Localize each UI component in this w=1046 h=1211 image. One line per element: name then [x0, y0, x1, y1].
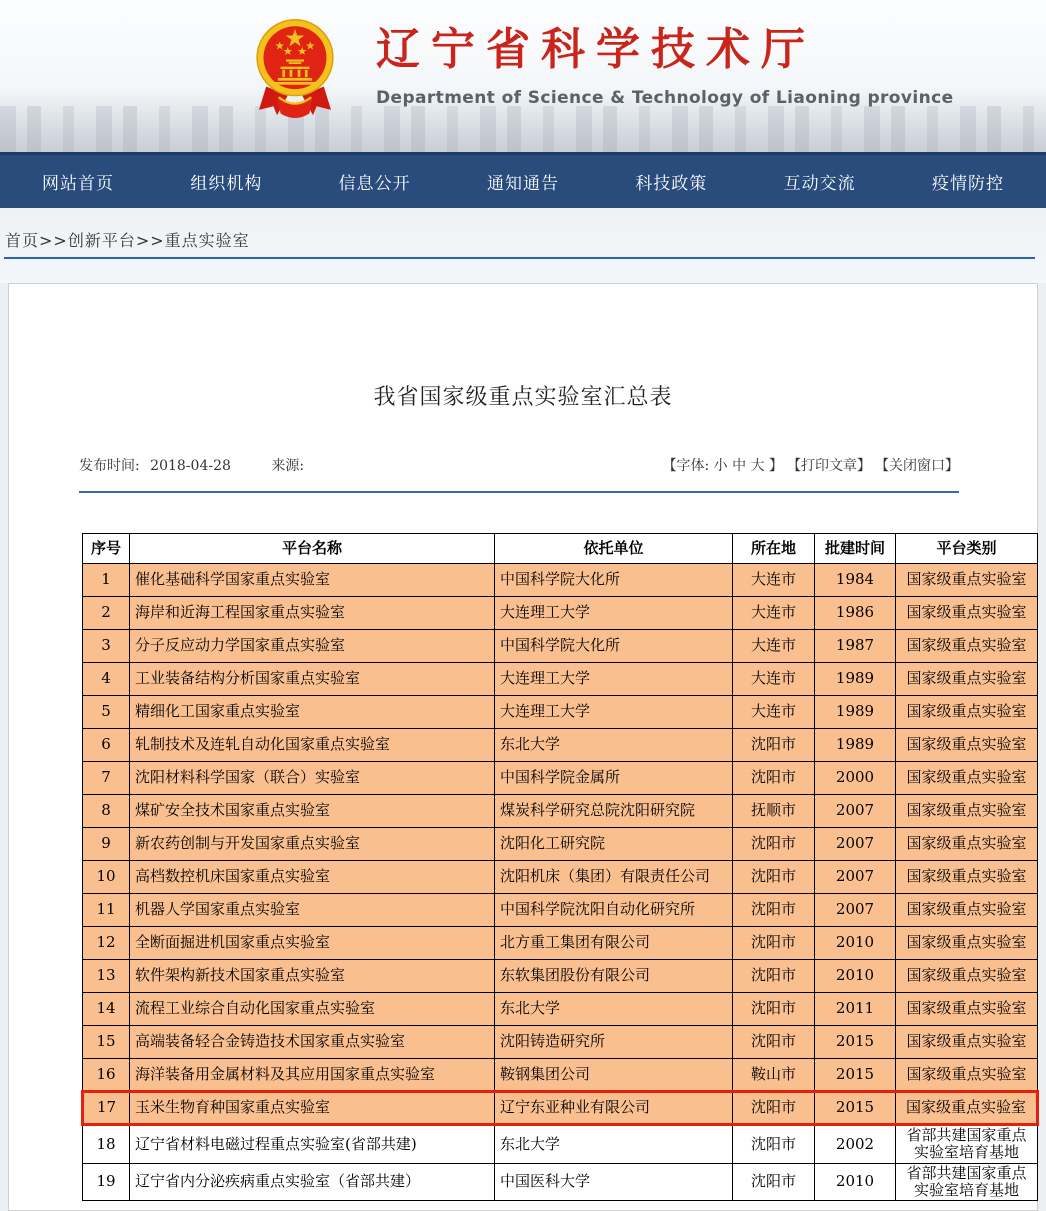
cell-year: 2010 [815, 960, 896, 993]
cell-no: 11 [83, 894, 130, 927]
cell-name: 精细化工国家重点实验室 [130, 696, 495, 729]
nav-item-6[interactable]: 互动交流 [783, 174, 856, 194]
site-subtitle: Department of Science & Technology of Liaoning province [376, 88, 954, 109]
main-nav [0, 152, 1046, 208]
cell-no: 7 [83, 762, 130, 795]
cell-no: 6 [83, 729, 130, 762]
cell-org: 东北大学 [495, 1125, 733, 1164]
cell-no: 18 [83, 1125, 130, 1164]
cell-year: 2007 [815, 828, 896, 861]
table-row [83, 597, 1038, 630]
table-row [83, 630, 1038, 663]
cell-org: 东北大学 [495, 729, 733, 762]
article-tools [662, 455, 959, 475]
cell-org: 中国科学院沈阳自动化研究所 [495, 894, 733, 927]
cell-city: 沈阳市 [733, 861, 815, 894]
nav-item-3[interactable]: 信息公开 [338, 174, 411, 194]
cell-name: 机器人学国家重点实验室 [130, 894, 495, 927]
cell-name: 海岸和近海工程国家重点实验室 [130, 597, 495, 630]
table-row [83, 1092, 1038, 1125]
meta-divider [79, 491, 959, 493]
site-banner [0, 0, 1046, 152]
cell-no: 10 [83, 861, 130, 894]
page-title: 我省国家级重点实验室汇总表 [373, 385, 673, 410]
cell-city: 沈阳市 [733, 1092, 815, 1125]
national-emblem-logo [250, 16, 340, 130]
cell-name: 新农药创制与开发国家重点实验室 [130, 828, 495, 861]
cell-type: 国家级重点实验室 [896, 729, 1038, 762]
cell-org: 北方重工集团有限公司 [495, 927, 733, 960]
cell-city: 沈阳市 [733, 894, 815, 927]
cell-year: 1989 [815, 729, 896, 762]
table-row [83, 762, 1038, 795]
cell-year: 2015 [815, 1092, 896, 1125]
cell-name: 煤矿安全技术国家重点实验室 [130, 795, 495, 828]
cell-org: 鞍钢集团公司 [495, 1059, 733, 1092]
nav-item-5[interactable]: 科技政策 [635, 174, 708, 194]
cell-name: 沈阳材料科学国家（联合）实验室 [130, 762, 495, 795]
cell-name: 流程工业综合自动化国家重点实验室 [130, 993, 495, 1026]
table-row [83, 927, 1038, 960]
cell-type: 国家级重点实验室 [896, 1059, 1038, 1092]
cell-no: 13 [83, 960, 130, 993]
cell-city: 沈阳市 [733, 729, 815, 762]
cell-name: 辽宁省材料电磁过程重点实验室(省部共建) [130, 1125, 495, 1164]
column-header: 平台名称 [130, 534, 495, 564]
cell-city: 沈阳市 [733, 828, 815, 861]
cell-no: 19 [83, 1163, 130, 1201]
cell-org: 东北大学 [495, 993, 733, 1026]
publish-info [79, 455, 310, 475]
cell-no: 4 [83, 663, 130, 696]
table-row [83, 663, 1038, 696]
table-row [83, 729, 1038, 762]
table-row [83, 993, 1038, 1026]
table-row [83, 960, 1038, 993]
cell-city: 大连市 [733, 597, 815, 630]
labs-table [81, 533, 1039, 1201]
cell-type: 国家级重点实验室 [896, 861, 1038, 894]
nav-item-1[interactable]: 网站首页 [42, 174, 114, 194]
breadcrumb-band [0, 208, 1046, 283]
cell-no: 14 [83, 993, 130, 1026]
cell-name: 轧制技术及连轧自动化国家重点实验室 [130, 729, 495, 762]
table-row [83, 795, 1038, 828]
cell-org: 大连理工大学 [495, 663, 733, 696]
cell-type: 国家级重点实验室 [896, 894, 1038, 927]
cell-year: 2007 [815, 894, 896, 927]
cell-city: 沈阳市 [733, 1125, 815, 1164]
cell-year: 1987 [815, 630, 896, 663]
cell-city: 沈阳市 [733, 1026, 815, 1059]
cell-city: 沈阳市 [733, 927, 815, 960]
cell-org: 东软集团股份有限公司 [495, 960, 733, 993]
cell-name: 高端装备轻合金铸造技术国家重点实验室 [130, 1026, 495, 1059]
column-header: 所在地 [733, 534, 815, 564]
cell-city: 沈阳市 [733, 960, 815, 993]
table-row [83, 696, 1038, 729]
cell-org: 沈阳铸造研究所 [495, 1026, 733, 1059]
cell-year: 2002 [815, 1125, 896, 1164]
cell-no: 9 [83, 828, 130, 861]
nav-item-2[interactable]: 组织机构 [190, 174, 263, 194]
cell-org: 大连理工大学 [495, 597, 733, 630]
cell-type: 国家级重点实验室 [896, 597, 1038, 630]
cell-city: 抚顺市 [733, 795, 815, 828]
publish-date: 2018-04-28 [150, 458, 231, 474]
column-header: 平台类别 [896, 534, 1038, 564]
article-meta [79, 455, 959, 475]
cell-city: 大连市 [733, 564, 815, 597]
print-article-button[interactable]: 【打印文章】 [787, 458, 871, 474]
cell-type: 国家级重点实验室 [896, 828, 1038, 861]
cell-type: 国家级重点实验室 [896, 564, 1038, 597]
cell-no: 15 [83, 1026, 130, 1059]
cell-name: 分子反应动力学国家重点实验室 [130, 630, 495, 663]
table-row [83, 861, 1038, 894]
table-row [83, 564, 1038, 597]
nav-item-4[interactable]: 通知通告 [486, 174, 559, 194]
cell-type: 省部共建国家重点实验室培育基地 [896, 1163, 1038, 1201]
table-row [83, 1125, 1038, 1164]
column-header: 依托单位 [495, 534, 733, 564]
breadcrumb[interactable]: 首页>>创新平台>>重点实验室 [5, 231, 250, 250]
site-title: 辽宁省科学技术厅 [376, 24, 816, 75]
cell-city: 沈阳市 [733, 993, 815, 1026]
cell-year: 1986 [815, 597, 896, 630]
cell-org: 大连理工大学 [495, 696, 733, 729]
publish-label: 发布时间: [79, 458, 140, 474]
cell-year: 2010 [815, 927, 896, 960]
table-row [83, 1059, 1038, 1092]
cell-org: 沈阳化工研究院 [495, 828, 733, 861]
cell-name: 辽宁省内分泌疾病重点实验室（省部共建） [130, 1163, 495, 1201]
table-row [83, 1026, 1038, 1059]
cell-type: 国家级重点实验室 [896, 993, 1038, 1026]
table-row [83, 894, 1038, 927]
cell-type: 国家级重点实验室 [896, 630, 1038, 663]
cell-year: 2007 [815, 861, 896, 894]
cell-city: 大连市 [733, 663, 815, 696]
column-header: 批建时间 [815, 534, 896, 564]
cell-type: 国家级重点实验室 [896, 960, 1038, 993]
cell-org: 中国科学院大化所 [495, 630, 733, 663]
labs-table-header [83, 534, 1038, 564]
table-row [83, 1163, 1038, 1201]
cell-org: 中国科学院金属所 [495, 762, 733, 795]
cell-name: 催化基础科学国家重点实验室 [130, 564, 495, 597]
cell-org: 沈阳机床（集团）有限责任公司 [495, 861, 733, 894]
cell-org: 中国科学院大化所 [495, 564, 733, 597]
cell-city: 沈阳市 [733, 762, 815, 795]
cell-year: 2015 [815, 1059, 896, 1092]
table-header-row [83, 534, 1038, 564]
breadcrumb-divider [4, 257, 1035, 259]
cell-org: 辽宁东亚种业有限公司 [495, 1092, 733, 1125]
cell-no: 16 [83, 1059, 130, 1092]
font-size-tool[interactable]: 【字体: 小 中 大 】 [662, 458, 783, 474]
cell-type: 国家级重点实验室 [896, 696, 1038, 729]
cell-org: 煤炭科学研究总院沈阳研究院 [495, 795, 733, 828]
table-row [83, 828, 1038, 861]
cell-city: 大连市 [733, 696, 815, 729]
cell-no: 5 [83, 696, 130, 729]
cell-year: 2000 [815, 762, 896, 795]
cell-name: 高档数控机床国家重点实验室 [130, 861, 495, 894]
cell-type: 国家级重点实验室 [896, 1092, 1038, 1125]
cell-city: 大连市 [733, 630, 815, 663]
cell-name: 工业装备结构分析国家重点实验室 [130, 663, 495, 696]
cell-year: 1989 [815, 663, 896, 696]
cell-no: 2 [83, 597, 130, 630]
column-header: 序号 [83, 534, 130, 564]
cell-type: 国家级重点实验室 [896, 795, 1038, 828]
cell-name: 软件架构新技术国家重点实验室 [130, 960, 495, 993]
cell-year: 1984 [815, 564, 896, 597]
cell-city: 鞍山市 [733, 1059, 815, 1092]
cell-year: 1989 [815, 696, 896, 729]
cell-year: 2015 [815, 1026, 896, 1059]
cell-year: 2011 [815, 993, 896, 1026]
cell-type: 国家级重点实验室 [896, 1026, 1038, 1059]
cell-type: 国家级重点实验室 [896, 762, 1038, 795]
cell-no: 17 [83, 1092, 130, 1125]
cell-no: 8 [83, 795, 130, 828]
cell-city: 沈阳市 [733, 1163, 815, 1201]
source-label: 来源: [271, 458, 305, 474]
cell-name: 全断面掘进机国家重点实验室 [130, 927, 495, 960]
cell-type: 省部共建国家重点实验室培育基地 [896, 1125, 1038, 1164]
cell-org: 中国医科大学 [495, 1163, 733, 1201]
close-window-button[interactable]: 【关闭窗口】 [875, 458, 959, 474]
cell-name: 海洋装备用金属材料及其应用国家重点实验室 [130, 1059, 495, 1092]
cell-name: 玉米生物育种国家重点实验室 [130, 1092, 495, 1125]
nav-item-7[interactable]: 疫情防控 [931, 174, 1004, 194]
cell-no: 1 [83, 564, 130, 597]
cell-no: 12 [83, 927, 130, 960]
cell-no: 3 [83, 630, 130, 663]
cell-type: 国家级重点实验室 [896, 663, 1038, 696]
cell-year: 2007 [815, 795, 896, 828]
cell-type: 国家级重点实验室 [896, 927, 1038, 960]
cell-year: 2010 [815, 1163, 896, 1201]
content-card [8, 283, 1038, 1211]
